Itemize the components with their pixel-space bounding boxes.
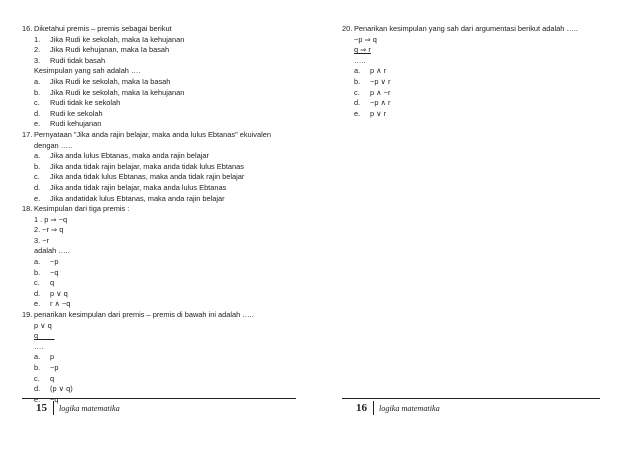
option-line [342, 77, 622, 88]
option-letter: a. [34, 151, 41, 161]
option-letter: d. [34, 108, 41, 118]
question-text: Pernyataan "Jika anda rajin belajar, maka anda lulus Ebtanas" ekuivalen [34, 129, 271, 139]
option-letter: a. [34, 352, 41, 362]
question-text: Kesimpulan dari tiga premis : [34, 204, 130, 214]
option-text: q [50, 373, 55, 383]
option-line [342, 88, 622, 99]
option-text: Jika anda tidak lulus Ebtanas, maka anda tidak rajin belajar [50, 172, 245, 182]
option-letter: a. [34, 76, 41, 86]
line-text: dengan ….. [34, 140, 73, 150]
text-line [22, 66, 312, 77]
line-text: 2. ~r ⇒ q [34, 225, 64, 235]
option-line [22, 183, 312, 194]
option-letter: d. [34, 288, 41, 298]
option-letter: 3. [34, 55, 41, 65]
option-line [342, 109, 622, 120]
text-line [342, 35, 622, 46]
option-text: p ∨ q [50, 288, 68, 298]
text-line [342, 45, 622, 56]
option-text: p ∧ ~r [370, 87, 391, 97]
option-text: Jika Rudi ke sekolah, maka Ia kehujanan [50, 87, 185, 97]
option-line [22, 352, 312, 363]
option-text: Jika anda tidak rajin belajar, maka anda lulus Ebtanas [50, 182, 227, 192]
text-line [22, 225, 312, 236]
line-text: ….. [354, 55, 366, 65]
option-text: p [50, 352, 55, 362]
option-text: r ∧ ~q [50, 299, 71, 309]
question-line [342, 24, 622, 35]
text-line [22, 141, 312, 152]
question-line [22, 24, 312, 35]
question-line [22, 310, 312, 321]
option-text: ~q [50, 394, 59, 404]
option-line [22, 268, 312, 279]
option-letter: c. [34, 278, 40, 288]
option-text: ~p [50, 257, 59, 267]
option-line [22, 56, 312, 67]
option-text: Jika andatidak lulus Ebtanas, maka anda rajin belajar [50, 193, 225, 203]
left-page-footer [36, 401, 120, 415]
option-text: Jika anda tidak rajin belajar, maka anda tidak lulus Ebtanas [50, 161, 244, 171]
option-line [22, 172, 312, 183]
option-letter: e. [354, 108, 361, 118]
option-text: ~p ∧ r [370, 98, 391, 108]
option-text: Rudi ke sekolah [50, 108, 103, 118]
option-letter: e. [34, 119, 41, 129]
option-line [342, 66, 622, 77]
option-text: Rudi kehujanan [50, 119, 102, 129]
question-line [22, 130, 312, 141]
text-line [22, 331, 312, 342]
option-letter: c. [34, 98, 40, 108]
option-letter: d. [34, 384, 41, 394]
text-line [22, 321, 312, 332]
option-text: (p ∨ q) [50, 384, 73, 394]
option-line [22, 45, 312, 56]
option-text: p ∨ r [370, 108, 387, 118]
option-letter: b. [34, 161, 41, 171]
right-footer-rule [342, 398, 600, 399]
option-line [22, 98, 312, 109]
question-number: 20. [342, 24, 353, 33]
option-letter: d. [354, 98, 361, 108]
option-line [22, 194, 312, 205]
option-text: Jika anda lulus Ebtanas, maka anda rajin belajar [50, 151, 209, 161]
left-page-content [22, 24, 312, 405]
line-text: 3. ~r [34, 235, 49, 245]
option-line [22, 162, 312, 173]
option-letter: b. [34, 267, 41, 277]
option-line [22, 109, 312, 120]
option-line [22, 151, 312, 162]
option-line [22, 289, 312, 300]
option-line [22, 119, 312, 130]
line-text: 1 . p ⇒ ~q [34, 214, 68, 224]
text-line [342, 56, 622, 67]
option-letter: b. [34, 363, 41, 372]
text-line [22, 246, 312, 257]
line-text: ~p ⇒ q [354, 34, 377, 44]
option-text: Jika Rudi ke sekolah, maka Ia kehujanan [50, 34, 185, 44]
line-text: p ∨ q [34, 320, 52, 330]
text-line [22, 215, 312, 226]
question-number: 16. [22, 24, 33, 33]
line-text: Kesimpulan yang sah adalah …. [34, 66, 141, 76]
option-letter: c. [34, 172, 40, 182]
option-line [22, 77, 312, 88]
option-line [22, 278, 312, 289]
page-number: 15 [36, 401, 54, 415]
question-number: 18. [22, 204, 33, 214]
option-letter: 2. [34, 45, 41, 55]
right-page-content [342, 24, 622, 119]
option-line [22, 374, 312, 385]
option-text: Jika Rudi kehujanan, maka Ia basah [50, 45, 170, 55]
option-letter: a. [34, 257, 41, 267]
option-line [22, 363, 312, 374]
question-text: Diketahui premis – premis sebagai berikut [34, 24, 172, 33]
option-line [342, 98, 622, 109]
option-letter: c. [354, 87, 360, 97]
text-line [22, 342, 312, 353]
option-letter: d. [34, 182, 41, 192]
page-number: 16 [356, 401, 374, 415]
option-letter: e. [34, 394, 41, 404]
option-line [22, 257, 312, 268]
option-text: p ∧ r [370, 66, 387, 76]
question-text: penarikan kesimpulan dari premis – premis di bawah ini adalah ….. [34, 310, 254, 320]
option-letter: e. [34, 299, 41, 309]
option-letter: 1. [34, 34, 41, 44]
line-text: q ⇒ r [354, 45, 371, 55]
option-line [22, 88, 312, 99]
option-letter: a. [354, 66, 361, 76]
question-text: Penarikan kesimpulan yang sah dari argumentasi berikut adalah ….. [354, 24, 578, 33]
option-text: ~q [50, 267, 59, 277]
option-text: Rudi tidak ke sekolah [50, 98, 121, 108]
option-letter: b. [354, 76, 361, 86]
option-letter: b. [34, 87, 41, 97]
left-footer-rule [22, 398, 296, 399]
footer-label: logika matematika [379, 403, 440, 413]
option-text: q [50, 278, 55, 288]
line-text: adalah ….. [34, 246, 70, 256]
question-number: 17. [22, 129, 33, 139]
footer-label: logika matematika [59, 403, 120, 413]
option-line [22, 299, 312, 310]
option-text: Jika Rudi ke sekolah, maka Ia basah [50, 76, 171, 86]
option-text: ~p ∨ r [370, 76, 391, 86]
line-text: q [34, 331, 55, 341]
text-line [22, 236, 312, 247]
line-text: …. [34, 341, 44, 351]
option-text: ~p [50, 363, 59, 372]
option-letter: c. [34, 373, 40, 383]
option-line [22, 35, 312, 46]
right-page-footer [356, 401, 440, 415]
option-letter: e. [34, 193, 41, 203]
question-number: 19. [22, 310, 33, 320]
question-line [22, 204, 312, 215]
option-text: Rudi tidak basah [50, 55, 106, 65]
option-line [22, 384, 312, 395]
